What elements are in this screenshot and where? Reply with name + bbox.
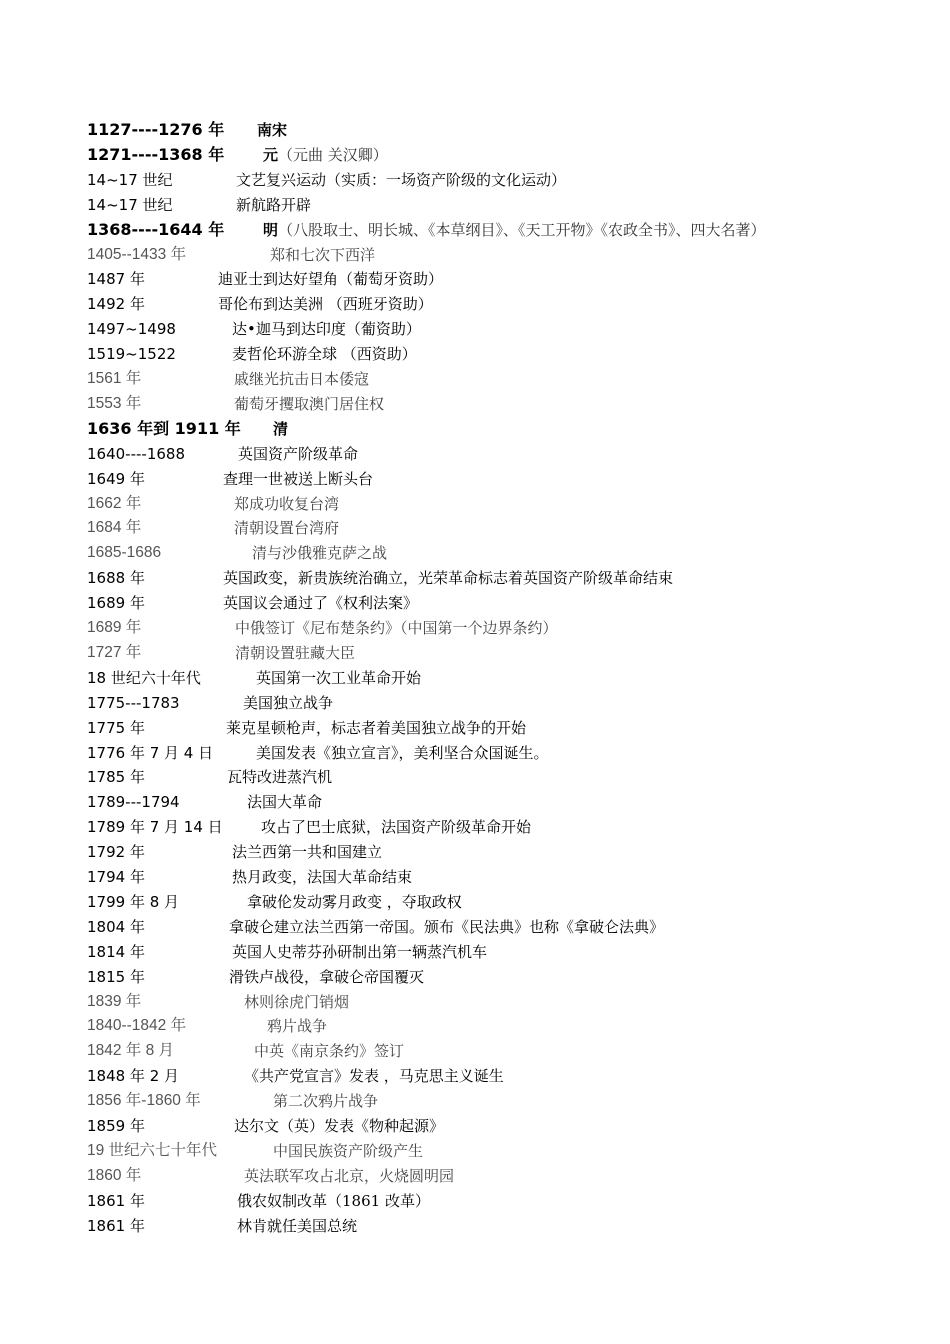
entry-event-text: 英国第一次工业革命开始	[256, 668, 422, 687]
entry-date: 1127----1276 年	[87, 120, 225, 139]
timeline-entry	[87, 990, 927, 1014]
timeline-entry	[87, 118, 927, 142]
timeline-entry	[87, 591, 927, 615]
entry-event-text: 中俄签订《尼布楚条约》（中国第一个边界条约）	[235, 619, 558, 637]
entry-date: 1789---1794	[87, 793, 180, 812]
entry-event	[256, 666, 421, 690]
entry-event-text: 《共产党宣言》发表 ，马克思主义诞生	[244, 1067, 504, 1086]
entry-event-text: 郑成功收复台湾	[234, 494, 340, 513]
entry-event	[263, 218, 766, 242]
entry-event	[235, 641, 355, 665]
entry-event	[254, 1039, 404, 1063]
entry-date: 1775---1783	[87, 693, 180, 712]
entry-date: 1856 年-1860 年	[87, 1092, 201, 1110]
entry-date: 1405--1433 年	[87, 245, 187, 263]
entry-event-text: 戚继光抗击日本倭寇	[234, 370, 370, 388]
entry-date: 1553 年	[87, 394, 142, 412]
entry-event	[234, 1114, 444, 1138]
timeline-entry	[87, 890, 927, 914]
entry-date: 1685-1686	[87, 544, 162, 562]
entry-event-text: 达•迦马到达印度（葡资助）	[232, 320, 421, 339]
timeline-entry	[87, 342, 927, 366]
entry-date: 1848 年 2 月	[87, 1067, 180, 1086]
entry-event-text: 中国民族资产阶级产生	[273, 1141, 424, 1160]
entry-event	[270, 243, 375, 267]
timeline-entry	[87, 616, 927, 640]
timeline-entry	[87, 965, 927, 989]
timeline-entry	[87, 417, 927, 441]
timeline-entry	[87, 541, 927, 565]
entry-event-text: 新航路开辟	[236, 195, 312, 214]
entry-date: 1815 年	[87, 967, 145, 986]
entry-event-text: 拿破仑建立法兰西第一帝国。颁布《民法典》也称《拿破仑法典》	[229, 917, 665, 936]
entry-event-text: 鸦片战争	[267, 1017, 328, 1036]
entry-event	[267, 1014, 327, 1038]
timeline-entry	[87, 566, 927, 590]
entry-event-text: 攻占了巴士底狱，法国资产阶级革命开始	[261, 818, 532, 837]
timeline-entry	[87, 940, 927, 964]
entry-event-text: 俄农奴制改革（1861 改革）	[237, 1191, 430, 1210]
entry-date: 1636 年到 1911 年	[87, 418, 241, 438]
entry-note: （元曲 关汉卿）	[278, 145, 388, 164]
timeline-entry	[87, 516, 927, 540]
entry-event	[236, 168, 566, 192]
entry-event	[232, 317, 421, 341]
timeline-entry	[87, 243, 927, 267]
timeline-entry	[87, 492, 927, 516]
timeline-entry	[87, 1114, 927, 1138]
timeline-entry	[87, 1189, 927, 1213]
entry-event-text: 达尔文（英）发表《物种起源》	[234, 1117, 445, 1135]
entry-date: 1487 年	[87, 270, 145, 289]
entry-event-text: 麦哲伦环游全球 （西资助）	[232, 345, 417, 364]
entry-date: 1839 年	[87, 992, 142, 1010]
timeline-entry	[87, 168, 927, 192]
timeline-entry	[87, 691, 927, 715]
entry-note: （八股取士、明长城、《本草纲目》、《天工开物》《农政全书》、四大名著）	[278, 220, 766, 239]
entry-date: 1814 年	[87, 942, 145, 961]
entry-event-text: 瓦特改进蒸汽机	[227, 768, 333, 787]
entry-event-text: 热月政变，法国大革命结束	[232, 868, 413, 886]
entry-date: 1840--1842 年	[87, 1017, 187, 1035]
entry-date: 1662 年	[87, 494, 142, 512]
entry-event-text: 法国大革命	[247, 793, 323, 812]
timeline-entry	[87, 143, 927, 167]
entry-date: 19 世纪六七十年代	[87, 1141, 218, 1159]
entry-date: 1688 年	[87, 569, 145, 588]
entry-event	[252, 541, 387, 565]
timeline-entry	[87, 1164, 927, 1188]
entry-event	[247, 890, 462, 914]
entry-event-text: 中英《南京条约》签订	[254, 1042, 405, 1061]
entry-event-text: 葡萄牙攫取澳门居住权	[234, 394, 385, 413]
timeline-entry	[87, 915, 927, 939]
entry-event	[232, 865, 412, 889]
entry-date: 1492 年	[87, 295, 145, 314]
entry-date: 14~17 世纪	[87, 195, 173, 214]
entry-date: 1727 年	[87, 643, 142, 661]
timeline-entry	[87, 193, 927, 217]
timeline-entry	[87, 741, 927, 765]
entry-event	[247, 790, 322, 814]
entry-event-text: 清朝设置台湾府	[234, 519, 340, 538]
entry-date: 1792 年	[87, 843, 145, 862]
entry-date: 1789 年 7 月 14 日	[87, 818, 223, 837]
entry-event	[229, 915, 664, 939]
entry-event	[238, 442, 358, 466]
entry-date: 1649 年	[87, 469, 145, 488]
entry-event-text: 元	[263, 145, 279, 164]
entry-date: 1776 年 7 月 4 日	[87, 743, 214, 762]
entry-event	[257, 118, 287, 142]
timeline-entry	[87, 442, 927, 466]
timeline-entry	[87, 765, 927, 789]
entry-event	[263, 143, 388, 167]
entry-event	[235, 616, 558, 640]
timeline-entry	[87, 865, 927, 889]
entry-date: 1640----1688	[87, 444, 185, 463]
entry-date: 1775 年	[87, 718, 145, 737]
entry-event-text: 英国政变，新贵族统治确立，光荣革命标志着英国资产阶级革命结束	[223, 569, 674, 588]
entry-event-text: 郑和七次下西洋	[270, 245, 376, 264]
entry-event	[234, 516, 339, 540]
entry-date: 1689 年	[87, 594, 145, 613]
entry-event	[244, 990, 349, 1014]
entry-event-text: 哥伦布到达美洲 （西班牙资助）	[218, 295, 433, 314]
entry-date: 1785 年	[87, 768, 145, 787]
entry-event	[256, 741, 549, 765]
timeline-entry	[87, 716, 927, 740]
entry-event-text: 迪亚士到达好望角（葡萄牙资助）	[218, 270, 444, 289]
timeline-entry	[87, 467, 927, 491]
entry-event-text: 美国发表《独立宣言》，美利坚合众国诞生。	[256, 743, 549, 762]
entry-event-text: 第二次鸦片战争	[273, 1092, 379, 1111]
entry-event-text: 英国人史蒂芬孙研制出第一辆蒸汽机车	[232, 942, 488, 961]
entry-event-text: 林则徐虎门销烟	[244, 992, 350, 1011]
entry-event	[227, 765, 332, 789]
entry-event	[218, 292, 433, 316]
entry-date: 18 世纪六十年代	[87, 668, 201, 687]
entry-date: 1368----1644 年	[87, 219, 225, 239]
entry-date: 14~17 世纪	[87, 170, 173, 189]
entry-event-text: 美国独立战争	[243, 693, 334, 712]
entry-date: 1804 年	[87, 917, 145, 936]
entry-event	[273, 1139, 423, 1163]
entry-event	[243, 691, 333, 715]
timeline-entry	[87, 840, 927, 864]
entry-event	[234, 392, 384, 416]
entry-event-text: 英法联军攻占北京，火烧圆明园	[244, 1166, 455, 1185]
timeline-entry	[87, 641, 927, 665]
entry-date: 1271----1368 年	[87, 144, 225, 164]
entry-date: 1794 年	[87, 868, 145, 886]
timeline-entry	[87, 1014, 927, 1038]
entry-event	[223, 566, 673, 590]
timeline-entry	[87, 267, 927, 291]
entry-date: 1861 年	[87, 1216, 145, 1235]
entry-date: 1519~1522	[87, 345, 176, 364]
entry-event	[232, 342, 417, 366]
entry-event	[218, 267, 443, 291]
entry-event	[226, 716, 526, 740]
entry-event	[229, 965, 424, 989]
timeline-entry	[87, 790, 927, 814]
entry-event	[237, 1189, 430, 1213]
entry-event-text: 拿破伦发动雾月政变 ，夺取政权	[247, 892, 462, 911]
entry-date: 1497~1498	[87, 320, 176, 339]
entry-event	[236, 193, 311, 217]
entry-event	[244, 1164, 454, 1188]
entry-date: 1859 年	[87, 1117, 145, 1135]
timeline-entry	[87, 1089, 927, 1113]
timeline-entry	[87, 218, 927, 242]
entry-event-text: 清朝设置驻藏大臣	[235, 643, 356, 662]
entry-event-text: 文艺复兴运动（实质：一场资产阶级的文化运动）	[236, 170, 567, 189]
timeline-entry	[87, 1039, 927, 1063]
entry-event-text: 林肯就任美国总统	[237, 1216, 358, 1235]
entry-date: 1860 年	[87, 1166, 142, 1184]
entry-date: 1799 年 8 月	[87, 892, 180, 911]
entry-event	[234, 367, 369, 391]
entry-event-text: 查理一世被送上断头台	[223, 469, 374, 488]
timeline-entry	[87, 1214, 927, 1238]
entry-event	[237, 1214, 357, 1238]
timeline-entry	[87, 317, 927, 341]
entry-event	[232, 840, 382, 864]
entry-event-text: 法兰西第一共和国建立	[232, 843, 383, 862]
timeline-entry	[87, 1064, 927, 1088]
entry-event	[261, 815, 531, 839]
entry-event	[223, 591, 418, 615]
entry-event-text: 清与沙俄雅克萨之战	[252, 544, 388, 563]
entry-date: 1684 年	[87, 519, 142, 537]
entry-event-text: 明	[263, 220, 279, 239]
timeline-entry	[87, 815, 927, 839]
timeline-entry	[87, 1139, 927, 1163]
entry-date: 1689 年	[87, 619, 142, 636]
entry-event-text: 莱克星顿枪声，标志者着美国独立战争的开始	[226, 718, 527, 737]
timeline-entry	[87, 292, 927, 316]
entry-event	[244, 1064, 504, 1088]
timeline-entry	[87, 666, 927, 690]
entry-event	[223, 467, 373, 491]
timeline-entry	[87, 392, 927, 416]
entry-event-text: 英国议会通过了《权利法案》	[223, 594, 419, 613]
entry-event-text: 清	[273, 419, 289, 438]
entry-date: 1561 年	[87, 370, 142, 387]
timeline-entry	[87, 367, 927, 391]
entry-event	[273, 1089, 378, 1113]
entry-event	[234, 492, 339, 516]
entry-date: 1861 年	[87, 1191, 145, 1210]
entry-date: 1842 年 8 月	[87, 1042, 175, 1060]
entry-event-text: 滑铁卢战役，拿破仑帝国覆灭	[229, 967, 425, 986]
entry-event-text: 英国资产阶级革命	[238, 444, 359, 463]
entry-event	[273, 417, 288, 441]
entry-event-text: 南宋	[257, 121, 288, 139]
entry-event	[232, 940, 487, 964]
